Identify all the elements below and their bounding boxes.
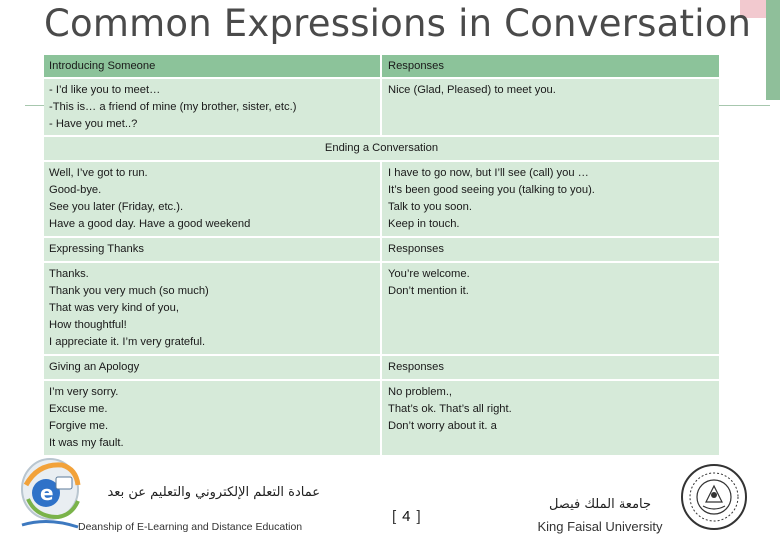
header-giving-apology: Giving an Apology xyxy=(44,356,382,379)
divider-line-right xyxy=(718,105,770,106)
university-english-name: King Faisal University xyxy=(537,519,663,534)
slide-title: Common Expressions in Conversation xyxy=(44,2,752,45)
header-responses: Responses xyxy=(388,60,444,72)
university-arabic-name: جامعة الملك فيصل xyxy=(548,497,652,512)
header-thanks-responses: Responses xyxy=(388,243,444,255)
cell-apology-expressions: I’m very sorry. Excuse me. Forgive me. It was my fault. xyxy=(44,381,382,455)
header-introducing-someone: Introducing Someone xyxy=(44,55,382,77)
corner-green-accent xyxy=(766,0,780,100)
page-bracket-right: ] xyxy=(416,508,421,525)
divider-line-left xyxy=(25,105,45,106)
page-bracket-left: [ xyxy=(392,508,397,525)
table-header-row-introducing xyxy=(44,55,719,79)
university-seal-icon xyxy=(679,462,749,532)
table-header-row-apology xyxy=(44,356,719,381)
elearning-e-logo-icon xyxy=(18,455,84,535)
cell-ending-expressions: Well, I’ve got to run. Good-bye. See you later (Friday, etc.). Have a good day. Have a good weekend xyxy=(44,162,382,236)
cell-apology-responses: No problem., That’s ok. That’s all right. Don’t worry about it. a xyxy=(388,386,512,432)
page-number-indicator xyxy=(392,508,421,525)
header-expressing-thanks: Expressing Thanks xyxy=(44,238,382,261)
cell-introducing-expressions: - I’d like you to meet… -This is… a friend of mine (my brother, sister, etc.) - Have you met..? xyxy=(44,79,382,135)
section-title-ending-conversation: Ending a Conversation xyxy=(324,142,439,154)
cell-introducing-responses: Nice (Glad, Pleased) to meet you. xyxy=(388,84,556,96)
table-section-ending xyxy=(44,137,719,162)
cell-thanks-responses: You’re welcome. Don’t mention it. xyxy=(388,268,470,297)
table-row-thanks xyxy=(44,263,719,356)
table-row-apology xyxy=(44,381,719,457)
cell-ending-responses: I have to go now, but I’ll see (call) you … It’s been good seeing you (talking to you). Talk to you soon. Keep in touch. xyxy=(388,167,595,230)
table-row-ending xyxy=(44,162,719,238)
deanship-english-name: Deanship of E-Learning and Distance Education xyxy=(78,521,303,533)
deanship-arabic-name: عمادة التعلم الإلكتروني والتعليم عن بعد xyxy=(107,485,320,500)
table-row-introducing xyxy=(44,79,719,137)
svg-text:e: e xyxy=(40,481,54,505)
page-number: 4 xyxy=(402,508,411,525)
expressions-table xyxy=(44,55,719,457)
table-header-row-thanks xyxy=(44,238,719,263)
header-apology-responses: Responses xyxy=(388,361,444,373)
cell-thanks-expressions: Thanks. Thank you very much (so much) That was very kind of you, How thoughtful! I appreciate it. I’m very grateful. xyxy=(44,263,382,354)
